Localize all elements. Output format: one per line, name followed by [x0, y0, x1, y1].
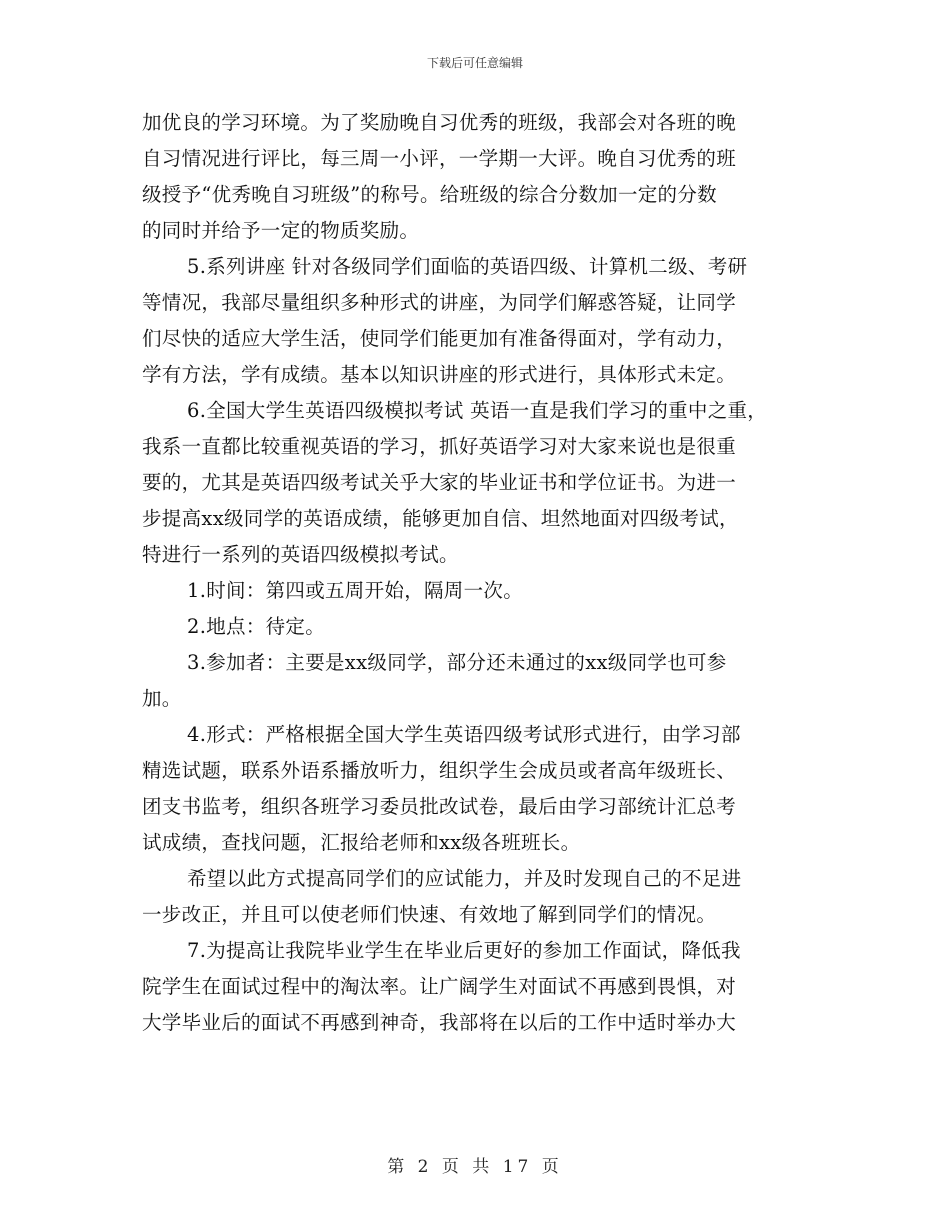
- text-line: 希望以此方式提高同学们的应试能力，并及时发现自己的不足进: [187, 867, 742, 890]
- text-line: 精选试题，联系外语系播放听力，组织学生会成员或者高年级班长、: [142, 759, 737, 782]
- text-line: 加优良的学习环境。为了奖励晚自习优秀的班级，我部会对各班的晚: [142, 111, 737, 134]
- text-line: 步提高xx级同学的英语成绩，能够更加自信、坦然地面对四级考试，: [142, 507, 739, 530]
- text-line: 1.时间：第四或五周开始，隔周一次。: [187, 579, 524, 602]
- text-line: 4.形式：严格根据全国大学生英语四级考试形式进行，由学习部: [187, 723, 741, 746]
- text-line: 的同时并给予一定的物质奖励。: [142, 219, 420, 242]
- text-line: 我系一直都比较重视英语的学习，抓好英语学习对大家来说也是很重: [142, 435, 737, 458]
- text-line: 级授予“优秀晚自习班级”的称号。给班级的综合分数加一定的分数: [142, 183, 717, 206]
- page-number: 第 2 页 共 17 页: [387, 1157, 563, 1177]
- text-line: 自习情况进行评比，每三周一小评，一学期一大评。晚自习优秀的班: [142, 147, 737, 170]
- text-line: 要的，尤其是英语四级考试关乎大家的毕业证书和学位证书。为进一: [142, 471, 737, 494]
- text-line: 3.参加者：主要是xx级同学，部分还未通过的xx级同学也可参: [187, 651, 727, 674]
- text-line: 7.为提高让我院毕业学生在毕业后更好的参加工作面试，降低我: [187, 939, 741, 962]
- text-line: 2.地点：待定。: [187, 615, 326, 638]
- text-line: 学有方法，学有成绩。基本以知识讲座的形式进行，具体形式未定。: [142, 363, 737, 386]
- text-line: 等情况，我部尽量组织多种形式的讲座，为同学们解惑答疑，让同学: [142, 291, 737, 314]
- text-line: 加。: [142, 687, 182, 710]
- text-line: 一步改正，并且可以使老师们快速、有效地了解到同学们的情况。: [142, 903, 717, 926]
- text-line: 团支书监考，组织各班学习委员批改试卷，最后由学习部统计汇总考: [142, 795, 737, 818]
- text-line: 试成绩，查找问题，汇报给老师和xx级各班班长。: [142, 831, 581, 854]
- text-line: 们尽快的适应大学生活，使同学们能更加有准备得面对，学有动力，: [142, 327, 737, 350]
- text-line: 大学毕业后的面试不再感到神奇，我部将在以后的工作中适时举办大: [142, 1011, 737, 1034]
- text-line: 5.系列讲座 针对各级同学们面临的英语四级、计算机二级、考研: [187, 255, 748, 278]
- document-body: [142, 105, 822, 1041]
- page-header-note: 下载后可任意编辑: [426, 56, 523, 70]
- text-line: 院学生在面试过程中的淘汰率。让广阔学生对面试不再感到畏惧，对: [142, 975, 737, 998]
- text-line: 特进行一系列的英语四级模拟考试。: [142, 543, 459, 566]
- text-line: 6.全国大学生英语四级模拟考试 英语一直是我们学习的重中之重，: [187, 399, 768, 422]
